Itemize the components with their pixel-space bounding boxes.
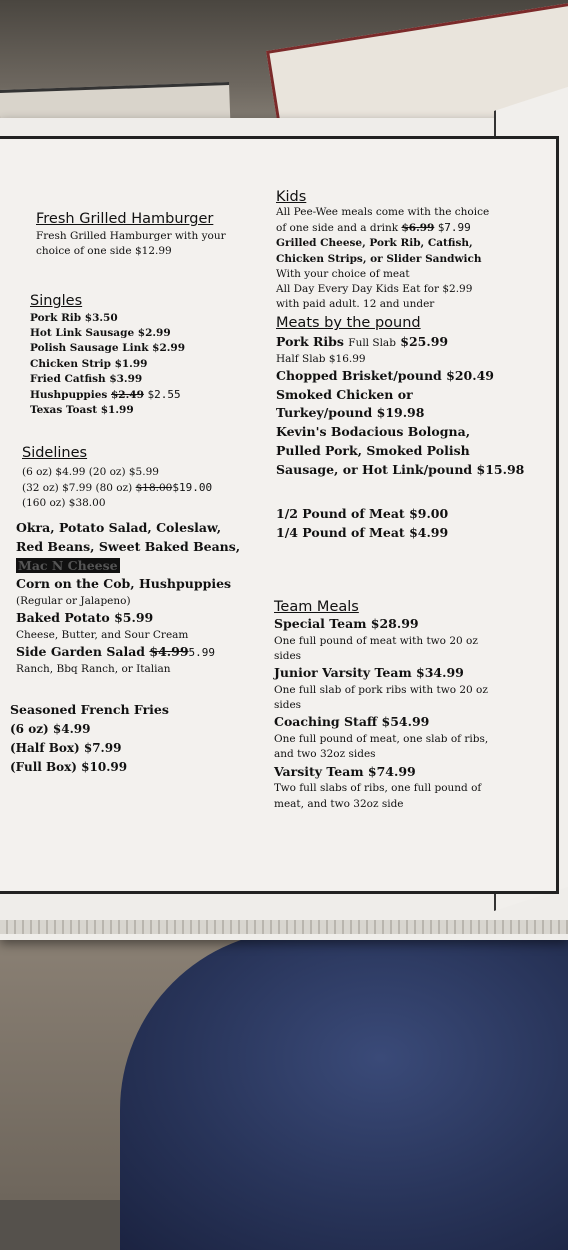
hushpuppies-old-price: $2.49 <box>111 389 144 402</box>
bologna-1: Kevin's Bodacious Bologna, <box>276 424 471 440</box>
menu-page <box>0 136 559 894</box>
sides-line-5: (Regular or Jalapeno) <box>16 595 131 607</box>
varsity-team: Varsity Team $74.99 <box>274 763 416 779</box>
hushpuppies-label: Hushpuppies <box>30 389 108 402</box>
fries-title: Seasoned French Fries <box>10 702 169 717</box>
pork-ribs-full: Full Slab <box>348 337 396 349</box>
pork-ribs-price: $25.99 <box>400 334 449 349</box>
fries-size: (Full Box) $10.99 <box>10 760 128 775</box>
hushpuppies-new-price: $2.55 <box>147 388 181 402</box>
smoked-chicken: Smoked Chicken or <box>276 386 413 402</box>
quarter-pound: 1/4 Pound of Meat $4.99 <box>276 525 449 541</box>
coaching-staff: Coaching Staff $54.99 <box>274 714 430 730</box>
sides-line-1: Okra, Potato Salad, Coleslaw, <box>16 520 222 535</box>
fries-section <box>10 701 260 777</box>
bologna-3: Sausage, or Hot Link/pound $15.98 <box>276 461 525 477</box>
singles-item: Polish Sausage Link $2.99 <box>30 342 186 355</box>
special-team: Special Team $28.99 <box>274 616 419 631</box>
bologna-2: Pulled Pork, Smoked Polish <box>276 442 470 458</box>
sidelines-size-2a: (32 oz) $7.99 (80 oz) <box>22 482 133 495</box>
sides-line-4: Corn on the Cob, Hushpuppies <box>16 576 232 592</box>
team-title: Team Meals <box>274 599 359 615</box>
burger-desc-1: Fresh Grilled Hamburger with your <box>36 230 226 242</box>
singles-item: Fried Catfish $3.99 <box>30 372 143 385</box>
sides-line-2: Red Beans, Sweet Baked Beans, <box>16 538 241 554</box>
meats-title: Meats by the pound <box>276 315 421 331</box>
coaching-staff-desc-1: One full pound of meat, one slab of ribs, <box>274 733 489 746</box>
sleeve-edge <box>0 920 568 934</box>
sidelines-title: Sidelines <box>22 445 88 461</box>
sidelines-old-price: $18.00 <box>135 482 173 495</box>
kids-line-6: All Day Every Day Kids Eat for $2.99 <box>276 283 473 296</box>
junior-team: Junior Varsity Team $34.99 <box>274 665 464 681</box>
singles-item: Pork Rib $3.50 <box>30 312 118 324</box>
baked-potato: Baked Potato $5.99 <box>16 610 154 626</box>
side-salad-new-price: 5.99 <box>188 646 216 660</box>
varsity-team-desc-2: meat, and two 32oz side <box>274 797 404 810</box>
brisket: Chopped Brisket/pound $20.49 <box>276 367 494 383</box>
kids-line-5: With your choice of meat <box>276 267 410 280</box>
sides-line-3: Mac N Cheese <box>18 557 118 573</box>
half-pound: 1/2 Pound of Meat $9.00 <box>276 506 449 522</box>
kids-line-7: with paid adult. 12 and under <box>276 298 435 311</box>
side-salad <box>16 643 276 662</box>
burger-desc-2: choice of one side $12.99 <box>36 245 172 258</box>
team-section <box>274 599 549 812</box>
singles-item-toast: Texas Toast $1.99 <box>30 404 134 417</box>
sidelines-new-price: $19.00 <box>172 481 213 495</box>
kids-line-3: Grilled Cheese, Pork Rib, Catfish, <box>276 237 473 250</box>
coaching-staff-desc-2: and two 32oz sides <box>274 748 376 761</box>
burger-title: Fresh Grilled Hamburger <box>36 211 214 227</box>
singles-item: Hot Link Sausage $2.99 <box>30 327 171 340</box>
junior-team-desc-2: sides <box>274 699 302 712</box>
sidelines-section <box>22 445 272 512</box>
fries-size: (6 oz) $4.99 <box>10 721 91 736</box>
sidelines-size-1: (6 oz) $4.99 (20 oz) $5.99 <box>22 466 159 478</box>
singles-item-hushpuppies <box>30 387 260 403</box>
kids-line-2 <box>276 220 546 236</box>
kids-line-4: Chicken Strips, or Slider Sandwich <box>276 252 482 265</box>
kids-line-1: All Pee-Wee meals come with the choice <box>276 206 490 218</box>
kids-new-price: $7.99 <box>437 221 471 235</box>
pork-ribs <box>276 333 546 352</box>
pork-ribs-label: Pork Ribs <box>276 334 344 349</box>
half-slab: Half Slab $16.99 <box>276 352 366 365</box>
junior-team-desc-1: One full slab of pork ribs with two 20 oz <box>274 683 488 696</box>
sides-list <box>16 519 276 677</box>
jeans-knee <box>120 930 568 1250</box>
kids-line-2a: of one side and a drink <box>276 222 399 235</box>
sides-line-3-wrap <box>16 557 276 576</box>
varsity-team-desc-1: Two full slabs of ribs, one full pound of <box>274 782 482 795</box>
kids-section <box>276 189 546 313</box>
kids-old-price: $6.99 <box>401 222 435 235</box>
sidelines-size-3: (160 oz) $38.00 <box>22 497 106 510</box>
side-salad-desc: Ranch, Bbq Ranch, or Italian <box>16 662 171 675</box>
fries-size: (Half Box) $7.99 <box>10 740 122 755</box>
special-team-desc-2: sides <box>274 649 302 662</box>
turkey: Turkey/pound $19.98 <box>276 405 425 421</box>
side-salad-old-price: $4.99 <box>149 644 189 660</box>
meats-section <box>276 315 546 543</box>
baked-potato-desc: Cheese, Butter, and Sour Cream <box>16 628 189 641</box>
burger-section <box>36 211 266 259</box>
kids-title: Kids <box>276 189 307 205</box>
singles-item: Chicken Strip $1.99 <box>30 357 148 370</box>
special-team-desc-1: One full pound of meat with two 20 oz <box>274 634 478 647</box>
side-salad-label: Side Garden Salad <box>16 644 146 660</box>
singles-section <box>30 293 260 419</box>
sidelines-size-2 <box>22 480 272 496</box>
singles-title: Singles <box>30 293 83 309</box>
